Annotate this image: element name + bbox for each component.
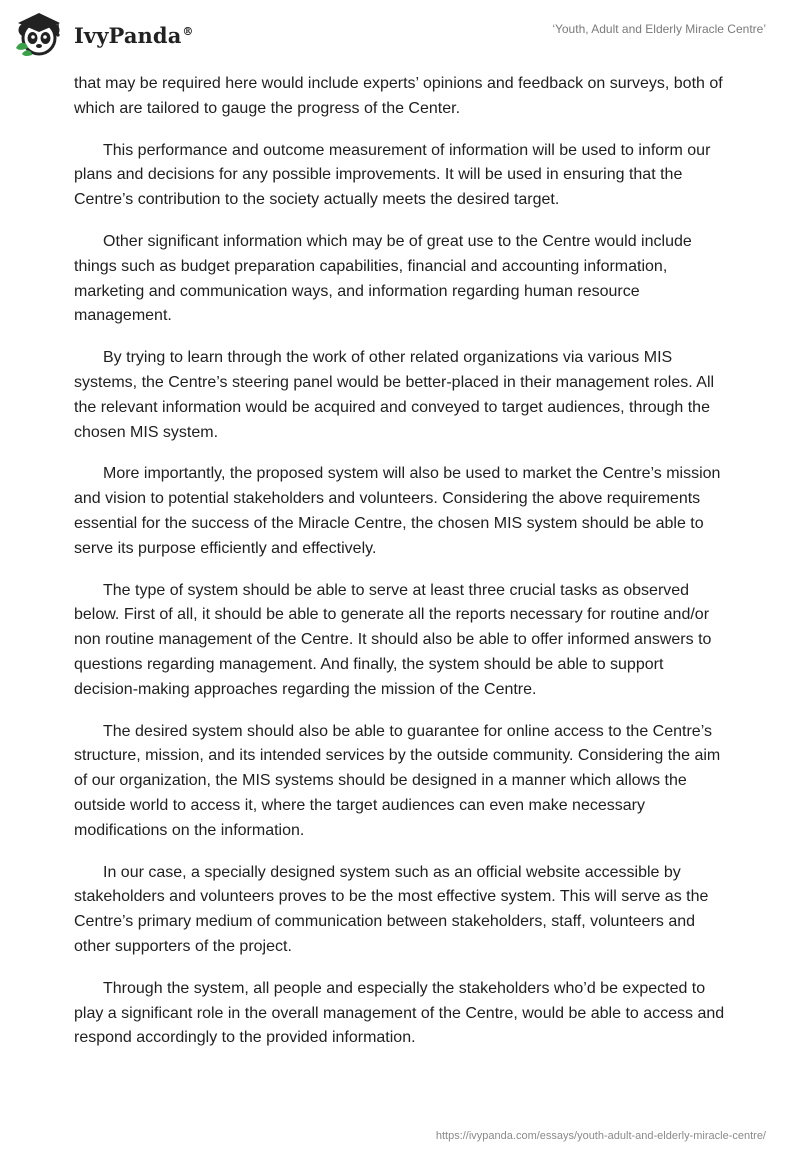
paragraph-1: that may be required here would include experts’ opinions and feedback on surveys, both of which are tailored to gauge the progress of the Center. — [74, 75, 723, 117]
essay-body — [74, 72, 726, 1068]
ivypanda-logo[interactable] — [14, 8, 194, 60]
source-url[interactable]: https://ivypanda.com/essays/youth-adult-and-elderly-miracle-centre/ — [435, 1130, 766, 1142]
brand-name — [74, 23, 194, 48]
document-title: ‘Youth, Adult and Elderly Miracle Centre’ — [552, 22, 766, 36]
paragraph-7: The desired system should also be able to guarantee for online access to the Centre’s structure, mission, and its intended services by the outside community. Considering the aim of our organization, the MIS systems should be designed in a manner which allows the outside world to access it, where the target audiences can even make necessary modifications on the information. — [74, 722, 721, 839]
paragraph-5: More importantly, the proposed system will also be used to market the Centre’s mission and vision to potential stakeholders and volunteers. Considering the above requirements essential for the success of the Miracle Centre, the chosen MIS system should be able to serve its purpose efficiently and effectively. — [74, 465, 721, 557]
paragraph-3: Other significant information which may be of great use to the Centre would include things such as budget preparation capabilities, financial and accounting information, marketing and communication ways, and information regarding human resource management. — [74, 232, 692, 325]
paragraph-4: By trying to learn through the work of other related organizations via various MIS systems, the Centre’s steering panel would be better-placed in their management roles. All the relevant information would be acquired and conveyed to target audiences, through the chosen MIS system. — [74, 349, 715, 441]
paragraph-6: The type of system should be able to serve at least three crucial tasks as observed below. First of all, it should be able to generate all the reports necessary for routine and/or non routine management of the Centre. It should also be able to offer informed answers to questions regarding management. And finally, the system should be able to support decision-making approaches regarding the mission of the Centre. — [74, 581, 712, 698]
registered-mark: ® — [182, 24, 194, 38]
panda-graduation-cap-icon — [14, 8, 72, 60]
paragraph-8: In our case, a specially designed system such as an official website accessible by stakeholders and volunteers proves to be the most effective system. This will serve as the Centre’s primary medium of communication between stakeholders, staff, volunteers and other supporters of the project. — [74, 863, 709, 955]
paragraph-2: This performance and outcome measurement of information will be used to inform our plans and decisions for any possible improvements. It will be used in ensuring that the Centre’s contribution to the society actually meets the desired target. — [74, 141, 711, 209]
brand-name-text: IvyPanda — [74, 22, 182, 48]
paragraph-9: Through the system, all people and especially the stakeholders who’d be expected to play a significant role in the overall management of the Centre, would be able to access and respond accordingly to the provided information. — [74, 979, 725, 1047]
page-header — [0, 0, 800, 70]
